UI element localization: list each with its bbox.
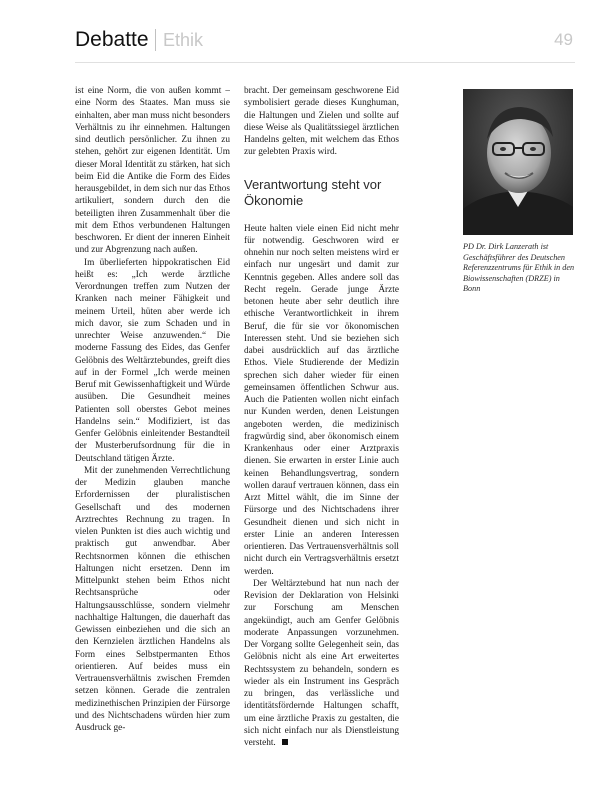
paragraph-text: Der Weltärztebund hat nun nach der Revision der Deklaration von Helsinki zur Forschung am Menschen angekündigt, auch am Genfer Gelöbnis moderate Anpassungen vorzunehmen. Der Vorgang sollte Gelegenheit sein, das Gelöbnis nicht als eine Art erweitertes Rechtssystem zu behandeln, sondern es wieder als ein Instrument ins Gespräch zu bringen, das verlässliche und identitätsfördernde Haltungen schafft, um eine ärztliche Praxis zu gestalten, die sich nicht einfach nur als Dienstleistung versteht.	[244, 578, 399, 748]
author-portrait	[463, 89, 573, 235]
paragraph: ist eine Norm, die von außen kommt – eine Norm des Staates. Man muss sie einhalten, aber man muss nicht besonders Verhältnis zu ihr einnehmen. Haltungen sind deutlich persönlicher. Zu ihnen zu stehen, gehört zur eigenen Identität. Um dieser Moral Identität zu stärken, hat sich beim Eid die Antike die Form des Eides herausgebildet, in dem sich nur das Ethos artikuliert, sondern durch den die beteiligten ihren Zusammenhalt über die mit dem Ethos verbundenen Haltungen beschworen. Er dient der inneren Einheit und zur Abgrenzung nach außen.	[75, 86, 230, 256]
paragraph: Mit der zunehmenden Verrechtlichung der Medizin glauben manche Erfordernissen der pluralistischen Gesellschaft und des modernen Arztrechtes Rechnung zu tragen. In vielen Punkten ist dies auch wichtig und praktisch gut anwendbar. Aber Rechtsnormen können die ethischen Haltungen nicht ersetzen. Denn im Mittelpunkt stehen beim Ethos nicht Rechtsansprüche oder Haltungsausschlüsse, sondern vielmehr nachhaltige Haltungen, die dauerhaft das Gewissen einbeziehen und die sich an den Kernzielen ärztlichen Handelns als Form eines Selbstpermanten Ethos orientieren. Auf beides muss ein Vertrauensverhältnis zwischen Fremden setzen können. Gerade die zentralen medizinethischen Prinzipien der Fürsorge und des Nichtschadens würden hier zum Ausdruck ge-	[75, 465, 230, 733]
subheading: Verantwortung steht vor Ökonomie	[244, 176, 382, 208]
header-separator	[155, 29, 156, 51]
subsection-title: Ethik	[163, 30, 204, 50]
author-description: ist Geschäftsführer des Deutschen Referenzzentrums für Ethik in den Biowissenschaften (DRZE) in Bonn	[463, 242, 575, 294]
page-number: 49	[554, 30, 573, 49]
portrait-photo	[463, 89, 573, 235]
section-title: Debatte	[75, 28, 149, 51]
header-rule	[75, 62, 575, 63]
page-header	[75, 24, 575, 56]
author-name: PD Dr. Dirk Lanzerath	[463, 242, 539, 251]
paragraph: Im überlieferten hippokratischen Eid heißt es: „Ich werde ärztliche Verordnungen treffen zum Nutzen der Kranken nach meiner Fähigkeit und meinem Urteil, hüten aber werde ich mich davor, sie zum Schaden und in unrechter Weise anzuwenden.“ Die moderne Fassung des Eides, das Genfer Gelöbnis des Weltärztebundes, greift dies auf in der Formel „Ich werde meinen Beruf mit Gewissenhaftigkeit und Würde ausüben. Die Gesundheit meines Patienten soll oberstes Gebot meines Handelns sein.“ Modifiziert, ist das Genfer Gelöbnis einleitender Bestandteil der Musterberufsordnung für die in Deutschland tätigen Ärzte.	[75, 257, 230, 464]
paragraph: Heute halten viele einen Eid nicht mehr für notwendig. Geschworen wird er ohnehin nur noch selten meistens wird er einfach nur ungesärt und damit zur Kenntnis gegeben. Alles andere soll das Recht regeln. Gerade junge Ärzte betonen heute aber sehr deutlich ihre ethische Verantwortlichkeit in ihrem Beruf, die für sie vor ökonomischen Interessen steht. Und sie beziehen sich dabei ausdrücklich auf das ärztliche Ethos. Viele Studierende der Medizin sprechen sich daher wieder für einen gemeinsamen öffentlichen Schwur aus. Auch die Patienten wollen nicht einfach nur Kunden werden, denen Leistungen angeboten werden, die medizinisch fragwürdig sind, aber ökonomisch einem Krankenhaus oder einer Arztpraxis dienen. Sie erwarten in erster Linie auch keinen Behandlungsvertrag, sondern wollen darauf vertrauen können, dass ein Arzt Mittel wählt, die im Sinne der Fürsorge und des Nichtschadens ihrer Gesundheit dienen und sich nicht in erster Linie an anderen Interessen orientieren. Das Vertrauensverhältnis soll nicht durch ein Vertragsverhältnis ersetzt werden.	[244, 223, 399, 577]
article-column-2	[244, 85, 399, 765]
portrait-caption	[463, 242, 575, 295]
end-mark	[282, 739, 288, 745]
paragraph	[244, 578, 399, 750]
article-column-1	[75, 85, 230, 769]
paragraph: bracht. Der gemeinsam geschworene Eid symbolisiert gerade dieses Kunghuman, die Haltungen und Zielen und sollte auf diese Weise als Qualitätssiegel ärztlichen Handelns gelten, mit welchem das Ethos zur gelebten Praxis wird.	[244, 86, 399, 158]
